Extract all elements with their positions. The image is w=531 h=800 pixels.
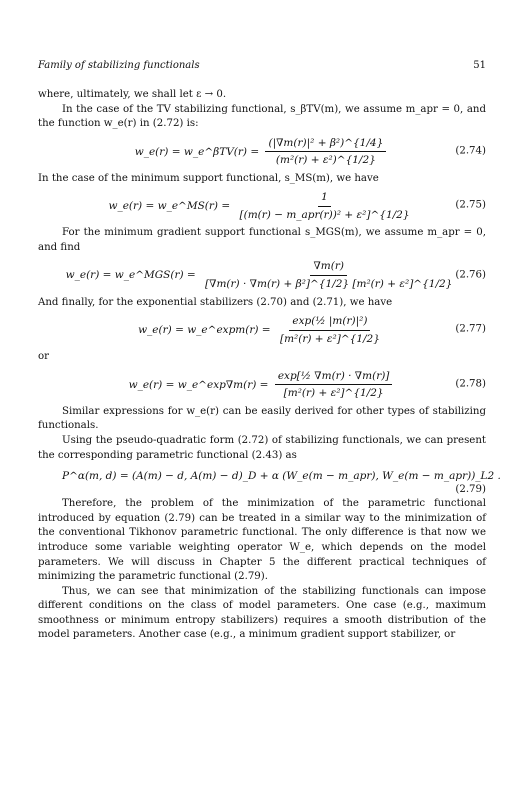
- equation-2-75: [38, 186, 486, 226]
- equation-2-76: [38, 256, 486, 296]
- paragraph-6: or: [38, 351, 50, 363]
- equation-2-74-lhs: w_e(r) = w_e^βTV(r) =: [134, 145, 260, 158]
- equation-2-74-fraction: [265, 136, 386, 168]
- equation-2-77-lhs: w_e(r) = w_e^expm(r) =: [138, 324, 271, 337]
- paragraph-8: Using the pseudo-quadratic form (2.72) of stabilizing functionals, we can present the corresponding parametric functional (2.43) as: [38, 434, 486, 461]
- equation-2-77-label: (2.77): [455, 323, 486, 335]
- equation-2-78-body: [129, 369, 396, 401]
- equation-2-74-label: (2.74): [455, 145, 486, 157]
- equation-2-75-numerator: 1: [318, 190, 331, 207]
- page-number: 51: [473, 60, 486, 71]
- equation-2-74-denominator: (m²(r) + ε²)^{1/2}: [275, 154, 376, 167]
- equation-2-75-fraction: [237, 190, 413, 222]
- equation-2-74: [38, 132, 486, 172]
- equation-2-78-fraction: [275, 369, 393, 401]
- equation-2-75-denominator: [(m(r) − m_apr(r))² + ε²]^{1/2}: [239, 208, 410, 221]
- equation-2-75-label: (2.75): [455, 200, 486, 212]
- running-header: [38, 60, 486, 71]
- paragraph-1: where, ultimately, we shall let ε → 0.: [38, 89, 227, 100]
- equation-2-78-numerator: exp[½ ∇m(r) · ∇m(r)]: [275, 369, 393, 386]
- equation-2-76-body: [66, 259, 459, 291]
- equation-2-75-body: [108, 190, 415, 222]
- equation-2-75-lhs: w_e(r) = w_e^MS(r) =: [108, 200, 231, 213]
- equation-2-78-label: (2.78): [455, 378, 486, 390]
- equation-2-76-denominator: [∇m(r) · ∇m(r) + β²]^{1/2} [m²(r) + ε²]^{1/2}: [205, 278, 453, 291]
- equation-2-77-denominator: [m²(r) + ε²]^{1/2}: [279, 332, 380, 345]
- equation-2-78-denominator: [m²(r) + ε²]^{1/2}: [283, 387, 384, 400]
- paragraph-4: For the minimum gradient support functional s_MGS(m), we assume m_apr = 0, and find: [38, 227, 486, 253]
- equation-2-77-numerator: exp(½ |m(r)|²): [289, 314, 370, 331]
- paragraph-10: Thus, we can see that minimization of the stabilizing functionals can impose different conditions on the class of model parameters. One case (e.g., maximum smoothness or minimum entropy stabilizers) requires a smooth distribution of the model parameters. Another case (e.g., a minimum gradient support stabilizer, or: [38, 585, 486, 641]
- equation-2-77: [38, 310, 486, 350]
- paragraph-3: In the case of the minimum support functional, s_MS(m), we have: [38, 172, 379, 184]
- page-body: [38, 88, 501, 643]
- paragraph-9: Therefore, the problem of the minimization of the parametric functional introduced by equation (2.79) can be treated in a similar way to the minimization of the conventional Tikhonov parametric functional. The only difference is that now we introduce some variable weighting operator W_e, which depends on the model parameters. We will discuss in Chapter 5 the different practical techniques of minimizing the parametric functional (2.79).: [38, 498, 486, 583]
- equation-2-78: [38, 365, 486, 405]
- equation-2-76-label: (2.76): [455, 269, 486, 281]
- equation-2-77-body: [138, 314, 386, 346]
- equation-2-76-lhs: w_e(r) = w_e^MGS(r) =: [65, 269, 196, 282]
- equation-2-79: [38, 463, 501, 497]
- equation-2-76-fraction: [202, 259, 455, 291]
- equation-2-77-fraction: [277, 314, 383, 346]
- equation-2-78-lhs: w_e(r) = w_e^exp∇m(r) =: [128, 378, 269, 391]
- equation-2-79-label: (2.79): [455, 483, 486, 495]
- paragraph-2: In the case of the TV stabilizing functional, s_βTV(m), we assume m_apr = 0, and the function w_e(r) in (2.72) is:: [38, 103, 486, 130]
- equation-2-76-numerator: ∇m(r): [310, 259, 347, 276]
- paragraph-7: Similar expressions for w_e(r) can be easily derived for other types of stabilizing functionals.: [38, 405, 486, 432]
- equation-2-74-body: [135, 136, 390, 168]
- running-title: Family of stabilizing functionals: [38, 60, 200, 71]
- equation-2-79-body: P^α(m, d) = (A(m) − d, A(m) − d)_D + α (W_e(m − m_apr), W_e(m − m_apr))_L2 .: [62, 470, 501, 483]
- equation-2-74-numerator: (|∇m(r)|² + β²)^{1/4}: [265, 136, 386, 153]
- paragraph-5: And finally, for the exponential stabilizers (2.70) and (2.71), we have: [38, 296, 393, 308]
